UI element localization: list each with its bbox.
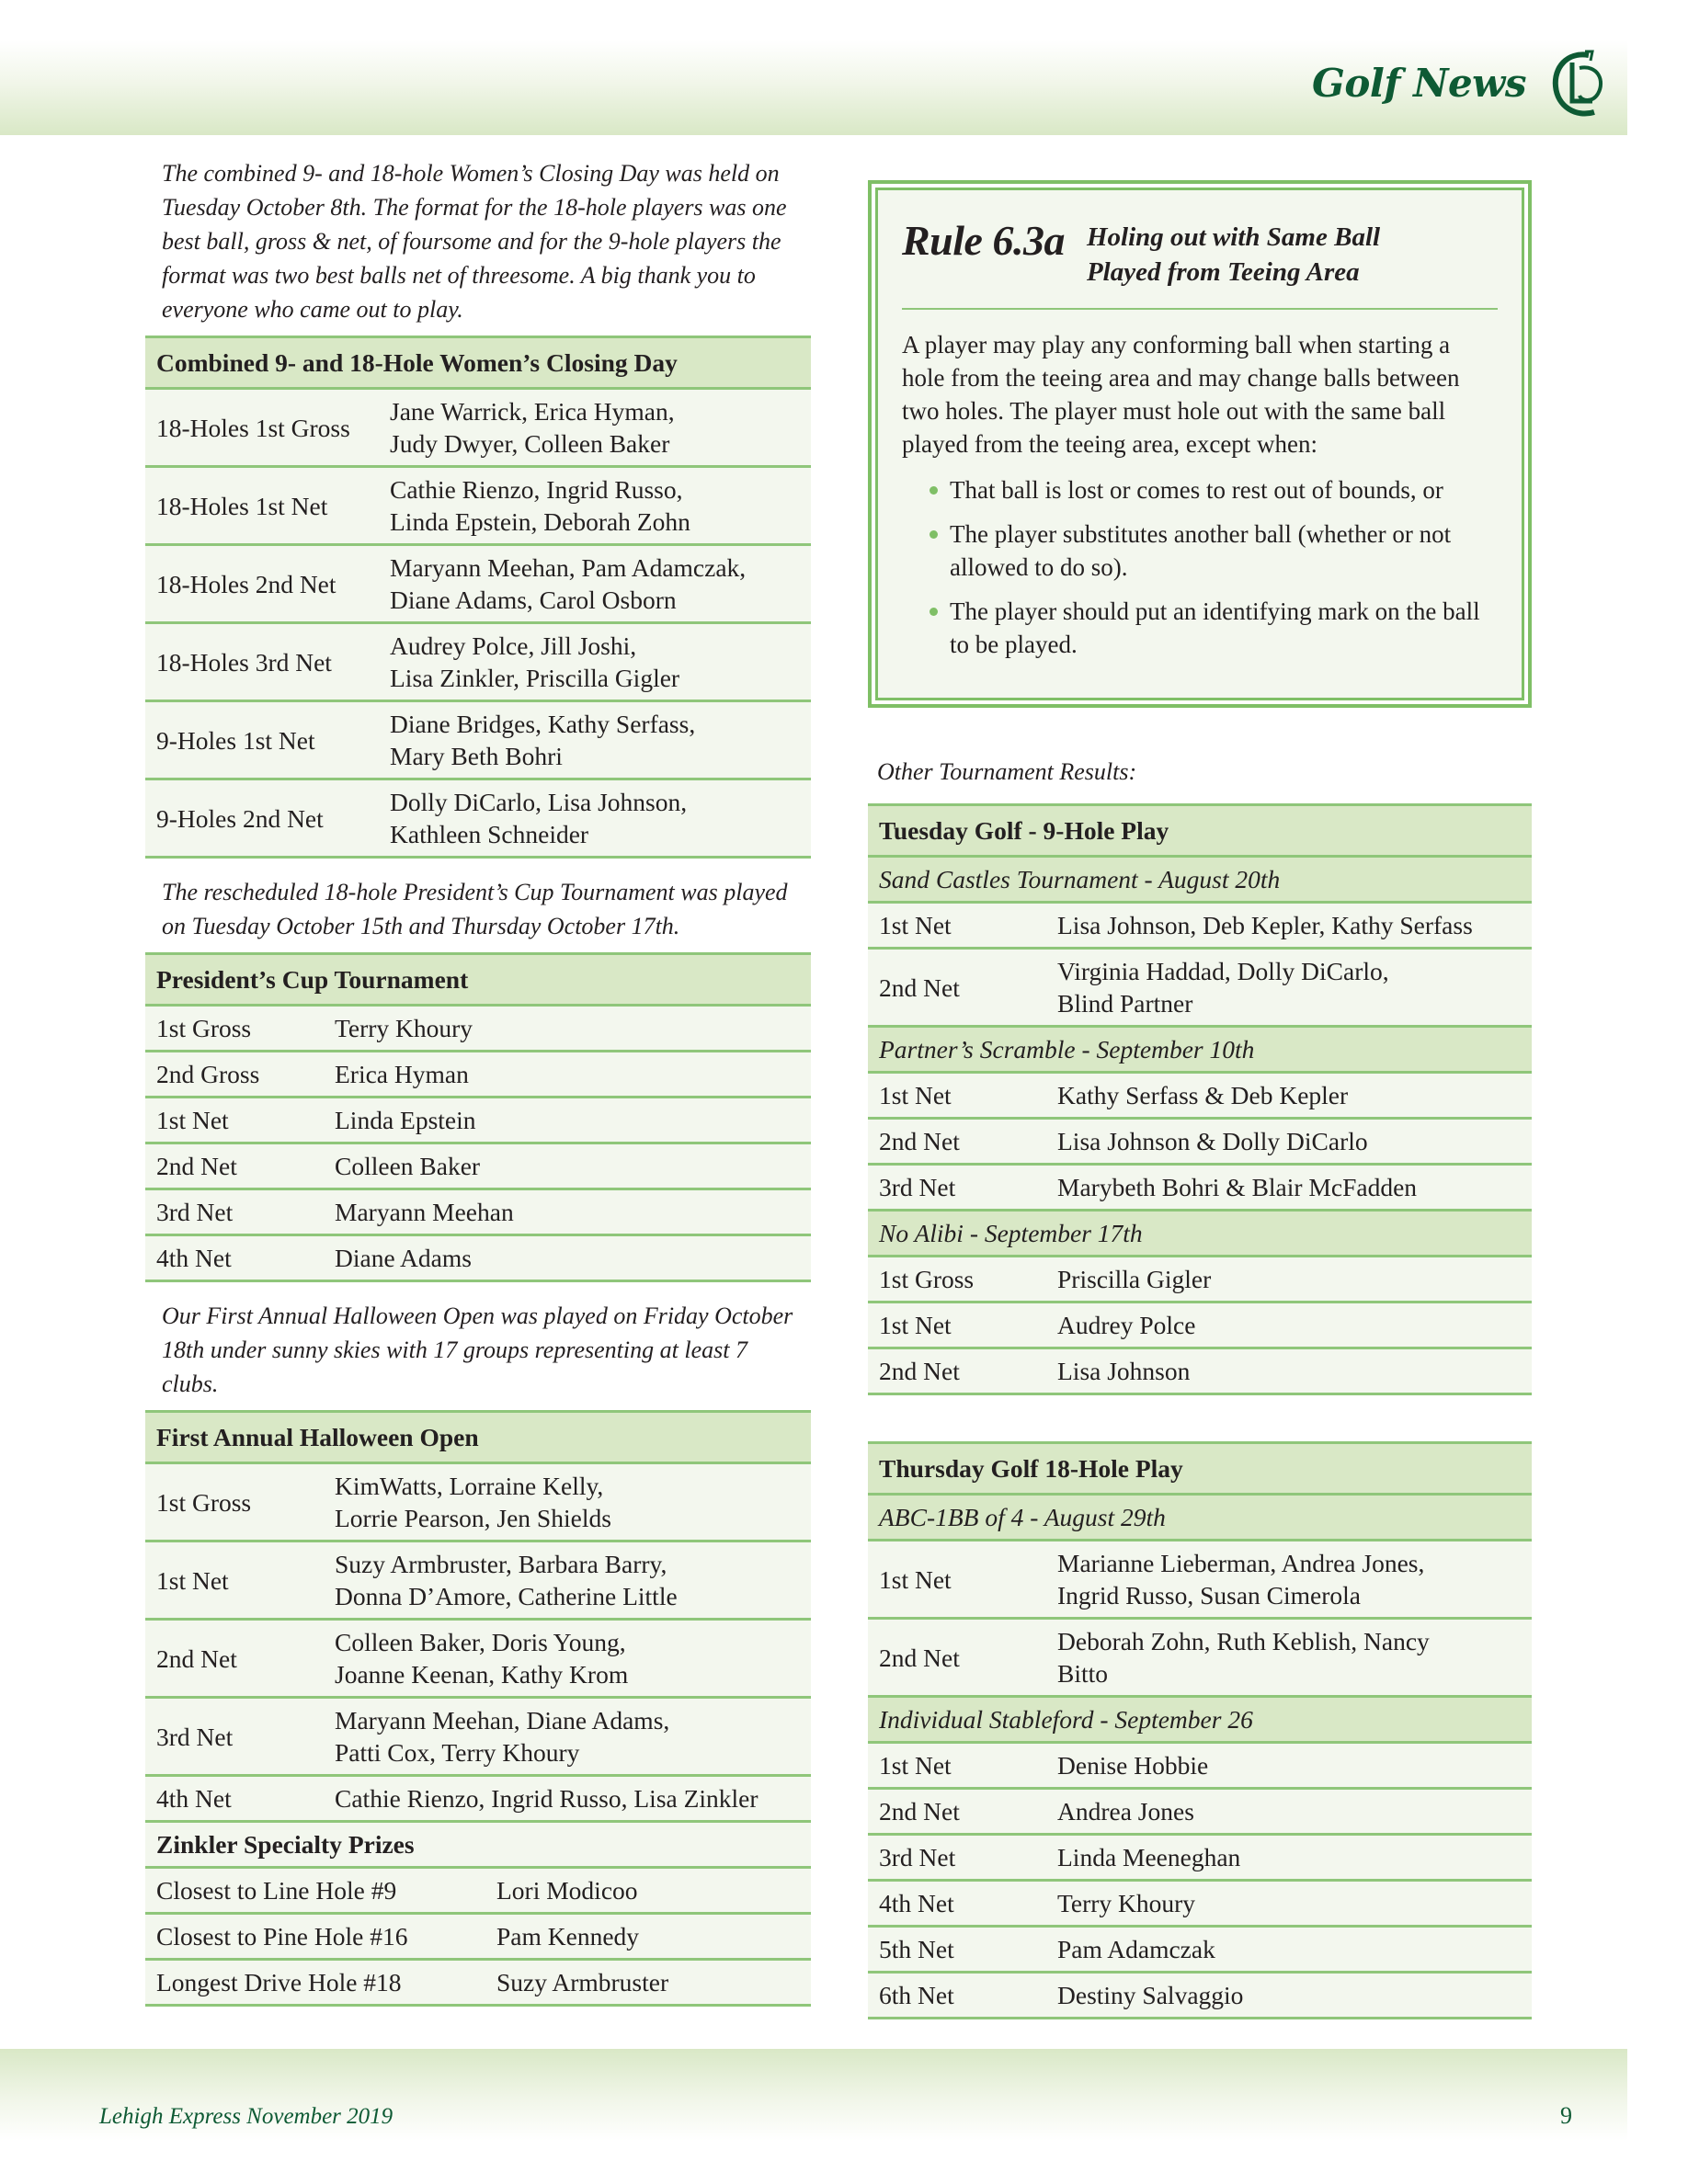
name-line: Andrea Jones — [1057, 1797, 1194, 1826]
result-names: Colleen Baker — [324, 1143, 811, 1189]
result-label: 18-Holes 1st Net — [145, 467, 379, 545]
table-row — [868, 1302, 1532, 1348]
result-label: 2nd Net — [868, 1789, 1046, 1835]
name-line: Joanne Keenan, Kathy Krom — [335, 1660, 629, 1689]
publication-name: Lehigh Express November 2019 — [99, 2104, 393, 2129]
result-names — [1046, 1789, 1532, 1835]
name-line: Lorrie Pearson, Jen Shields — [335, 1504, 611, 1532]
result-label: 2nd Net — [868, 1119, 1046, 1165]
table-title: President’s Cup Tournament — [145, 954, 811, 1006]
rule-title — [1087, 216, 1380, 290]
result-label: 3rd Net — [145, 1698, 324, 1776]
table-title-row — [868, 805, 1532, 857]
name-line: Lisa Johnson & Dolly DiCarlo — [1057, 1127, 1368, 1155]
result-label: 2nd Net — [145, 1143, 324, 1189]
name-line: Ingrid Russo, Susan Cimerola — [1057, 1581, 1361, 1610]
name-line: Diane Adams, Carol Osborn — [390, 586, 677, 614]
name-line: Bitto — [1057, 1659, 1109, 1688]
prize-winner: Lori Modicoo — [485, 1868, 811, 1914]
name-line: Suzy Armbruster, Barbara Barry, — [335, 1550, 667, 1578]
event-row — [868, 1211, 1532, 1257]
table-title: Tuesday Golf - 9-Hole Play — [868, 805, 1532, 857]
name-line: Audrey Polce — [1057, 1311, 1196, 1339]
result-label: 2nd Net — [868, 1619, 1046, 1697]
rule-bullet-list — [902, 473, 1498, 661]
result-label: 18-Holes 1st Gross — [145, 389, 379, 467]
name-line: Blind Partner — [1057, 989, 1193, 1018]
left-column — [145, 156, 811, 2018]
name-line: Pam Adamczak — [1057, 1935, 1215, 1963]
name-line: Judy Dwyer, Colleen Baker — [390, 429, 670, 458]
name-line: Terry Khoury — [1057, 1889, 1196, 1917]
table-title: Combined 9- and 18-Hole Women’s Closing Day — [145, 337, 811, 389]
name-line: Donna D’Amore, Catherine Little — [335, 1582, 678, 1610]
name-line: Denise Hobbie — [1057, 1751, 1209, 1780]
result-names — [324, 1698, 811, 1776]
table-row — [145, 1620, 811, 1698]
event-row — [868, 1495, 1532, 1541]
table-title-row — [145, 337, 811, 389]
page-header — [0, 40, 1627, 135]
result-label: 1st Net — [868, 903, 1046, 949]
rule-text: A player may play any conforming ball when starting a hole from the teeing area and may change balls between two holes. The player must hole out with the same ball played from the teeing area, except when: — [902, 331, 1460, 458]
result-label: 2nd Net — [145, 1620, 324, 1698]
result-label: 2nd Net — [868, 1348, 1046, 1394]
prize-label: Closest to Pine Hole #16 — [145, 1914, 485, 1960]
event-name: No Alibi - September 17th — [868, 1211, 1532, 1257]
result-names — [1046, 1165, 1532, 1211]
result-label: 9-Holes 2nd Net — [145, 779, 379, 858]
result-label: 3rd Net — [868, 1165, 1046, 1211]
specialty-prizes-title: Zinkler Specialty Prizes — [145, 1822, 811, 1868]
rule-callout-box — [868, 180, 1532, 708]
result-names — [1046, 1835, 1532, 1881]
table-row — [145, 1541, 811, 1620]
table-title-row — [145, 1412, 811, 1463]
result-names — [1046, 903, 1532, 949]
result-names — [1046, 1073, 1532, 1119]
presidents-cup-intro: The rescheduled 18-hole President’s Cup Tournament was played on Tuesday October 15th and Thursday October 17th. — [162, 879, 788, 939]
right-column — [868, 180, 1532, 2030]
result-label: 9-Holes 1st Net — [145, 701, 379, 779]
result-names — [1046, 1619, 1532, 1697]
table-title: First Annual Halloween Open — [145, 1412, 811, 1463]
result-label: 1st Net — [868, 1541, 1046, 1619]
result-names — [379, 701, 811, 779]
result-label: 4th Net — [868, 1881, 1046, 1927]
result-names — [1046, 949, 1532, 1027]
section-title: Golf News — [1312, 61, 1526, 106]
result-names: Maryann Meehan — [324, 1189, 811, 1235]
result-names — [324, 1463, 811, 1541]
result-names: Diane Adams — [324, 1235, 811, 1281]
result-label: 1st Gross — [868, 1257, 1046, 1302]
table-row — [145, 1235, 811, 1281]
result-names — [324, 1620, 811, 1698]
table-row — [145, 1143, 811, 1189]
table-row — [868, 1743, 1532, 1789]
table-row — [145, 1006, 811, 1052]
result-names — [1046, 1119, 1532, 1165]
rule-title-line-2: Played from Teeing Area — [1086, 257, 1360, 287]
rule-title-line-1: Holing out with Same Ball — [1086, 222, 1381, 252]
table-row — [145, 1052, 811, 1098]
table-row — [145, 1868, 811, 1914]
result-names — [379, 467, 811, 545]
table-row — [145, 1776, 811, 1822]
name-line: Destiny Salvaggio — [1057, 1981, 1244, 2009]
result-names — [1046, 1927, 1532, 1973]
result-label: 4th Net — [145, 1235, 324, 1281]
result-label: 1st Net — [145, 1541, 324, 1620]
table-row — [868, 1257, 1532, 1302]
result-label: 1st Gross — [145, 1463, 324, 1541]
name-line: Audrey Polce, Jill Joshi, — [390, 631, 637, 660]
name-line: Kathy Serfass & Deb Kepler — [1057, 1081, 1349, 1109]
event-row — [868, 1697, 1532, 1743]
event-row — [868, 1027, 1532, 1073]
name-line: Maryann Meehan, Diane Adams, — [335, 1706, 670, 1735]
table-row — [145, 545, 811, 623]
table-row — [145, 1463, 811, 1541]
name-line: Cathie Rienzo, Ingrid Russo, — [390, 475, 683, 504]
name-line: Patti Cox, Terry Khoury — [335, 1738, 580, 1767]
table-row — [868, 1927, 1532, 1973]
bullet-icon — [930, 486, 938, 495]
halloween-intro: Our First Annual Halloween Open was played on Friday October 18th under sunny skies with 17 groups representing at least 7 clubs. — [162, 1302, 793, 1397]
result-names — [324, 1776, 811, 1822]
table-row — [868, 1348, 1532, 1394]
name-line: Dolly DiCarlo, Lisa Johnson, — [390, 788, 688, 816]
event-row — [868, 857, 1532, 903]
result-label: 1st Gross — [145, 1006, 324, 1052]
table-row — [868, 1165, 1532, 1211]
name-line: Colleen Baker, Doris Young, — [335, 1628, 626, 1656]
result-label: 6th Net — [868, 1973, 1046, 2019]
event-name: Individual Stableford - September 26 — [868, 1697, 1532, 1743]
result-names — [1046, 1881, 1532, 1927]
table-row — [145, 1914, 811, 1960]
event-name: ABC-1BB of 4 - August 29th — [868, 1495, 1532, 1541]
name-line: Maryann Meehan, Pam Adamczak, — [390, 553, 747, 582]
result-names: Linda Epstein — [324, 1098, 811, 1143]
rule-bullet: The player substitutes another ball (whether or not allowed to do so). — [930, 518, 1498, 584]
result-label: 2nd Net — [868, 949, 1046, 1027]
result-names — [379, 779, 811, 858]
result-label: 18-Holes 3rd Net — [145, 623, 379, 701]
table-title-row — [868, 1443, 1532, 1495]
name-line: Lisa Zinkler, Priscilla Gigler — [390, 664, 680, 692]
result-label: 1st Net — [868, 1743, 1046, 1789]
name-line: KimWatts, Lorraine Kelly, — [335, 1472, 604, 1500]
closing-day-intro: The combined 9- and 18-hole Women’s Closing Day was held on Tuesday October 8th. The format for the 18-hole players was one best ball, gross & net, of foursome and for the 9-hole players the format was two best balls net of threesome. A big thank you to everyone who came out to play. — [162, 160, 787, 323]
result-names — [1046, 1973, 1532, 2019]
result-label: 1st Net — [868, 1302, 1046, 1348]
bullet-icon — [930, 530, 938, 539]
table-row — [868, 1619, 1532, 1697]
other-results-heading: Other Tournament Results: — [877, 758, 1137, 785]
presidents-cup-table — [145, 952, 811, 1282]
halloween-open-table — [145, 1410, 811, 2007]
result-names — [379, 389, 811, 467]
result-names — [1046, 1302, 1532, 1348]
table-row — [145, 1698, 811, 1776]
page-footer — [0, 2049, 1627, 2141]
name-line: Mary Beth Bohri — [390, 742, 563, 770]
table-row — [145, 701, 811, 779]
result-label: 1st Net — [145, 1098, 324, 1143]
table-row — [868, 949, 1532, 1027]
name-line: Marianne Lieberman, Andrea Jones, — [1057, 1549, 1425, 1577]
table-row — [868, 1119, 1532, 1165]
result-names — [1046, 1743, 1532, 1789]
table-row — [145, 1098, 811, 1143]
result-label: 1st Net — [868, 1073, 1046, 1119]
name-line: Marybeth Bohri & Blair McFadden — [1057, 1173, 1418, 1201]
name-line: Virginia Haddad, Dolly DiCarlo, — [1057, 957, 1389, 985]
name-line: Deborah Zohn, Ruth Keblish, Nancy — [1057, 1627, 1430, 1655]
tuesday-golf-table — [868, 803, 1532, 1395]
prize-winner: Suzy Armbruster — [485, 1960, 811, 2006]
table-row — [145, 1189, 811, 1235]
result-label: 5th Net — [868, 1927, 1046, 1973]
result-names — [379, 623, 811, 701]
result-names — [1046, 1541, 1532, 1619]
result-names: Erica Hyman — [324, 1052, 811, 1098]
result-names — [324, 1541, 811, 1620]
rule-bullet: The player should put an identifying mark on the ball to be played. — [930, 595, 1498, 661]
name-line: Linda Epstein, Deborah Zohn — [390, 507, 690, 536]
name-line: Linda Meeneghan — [1057, 1843, 1241, 1871]
result-names — [379, 545, 811, 623]
page-number: 9 — [1560, 2102, 1572, 2129]
table-row — [145, 779, 811, 858]
closing-day-table — [145, 336, 811, 859]
table-row — [868, 903, 1532, 949]
result-label: 2nd Gross — [145, 1052, 324, 1098]
event-name: Sand Castles Tournament - August 20th — [868, 857, 1532, 903]
result-label: 4th Net — [145, 1776, 324, 1822]
prize-label: Closest to Line Hole #9 — [145, 1868, 485, 1914]
subsection-row — [145, 1822, 811, 1868]
prize-winner: Pam Kennedy — [485, 1914, 811, 1960]
table-row — [868, 1541, 1532, 1619]
table-row — [145, 467, 811, 545]
thursday-golf-table — [868, 1441, 1532, 2019]
table-row — [868, 1835, 1532, 1881]
table-title-row — [145, 954, 811, 1006]
table-row — [868, 1073, 1532, 1119]
name-line: Kathleen Schneider — [390, 820, 589, 848]
name-line: Lisa Johnson — [1057, 1357, 1191, 1385]
table-title: Thursday Golf 18-Hole Play — [868, 1443, 1532, 1495]
result-label: 18-Holes 2nd Net — [145, 545, 379, 623]
result-names: Terry Khoury — [324, 1006, 811, 1052]
name-line: Priscilla Gigler — [1057, 1265, 1212, 1293]
rule-bullet: That ball is lost or comes to rest out of bounds, or — [930, 473, 1498, 506]
event-name: Partner’s Scramble - September 10th — [868, 1027, 1532, 1073]
table-row — [868, 1789, 1532, 1835]
name-line: Jane Warrick, Erica Hyman, — [390, 397, 675, 426]
table-row — [868, 1881, 1532, 1927]
name-line: Cathie Rienzo, Ingrid Russo, Lisa Zinkler — [335, 1784, 758, 1813]
table-row — [868, 1973, 1532, 2019]
prize-label: Longest Drive Hole #18 — [145, 1960, 485, 2006]
name-line: Lisa Johnson, Deb Kepler, Kathy Serfass — [1057, 911, 1473, 939]
bullet-icon — [930, 608, 938, 616]
result-label: 3rd Net — [145, 1189, 324, 1235]
table-row — [145, 1960, 811, 2006]
rule-number: Rule 6.3a — [902, 217, 1065, 264]
table-row — [145, 389, 811, 467]
result-label: 3rd Net — [868, 1835, 1046, 1881]
club-monogram-logo-icon — [1548, 48, 1609, 119]
result-names — [1046, 1348, 1532, 1394]
result-names — [1046, 1257, 1532, 1302]
table-row — [145, 623, 811, 701]
rule-divider — [902, 308, 1498, 310]
name-line: Diane Bridges, Kathy Serfass, — [390, 710, 696, 738]
